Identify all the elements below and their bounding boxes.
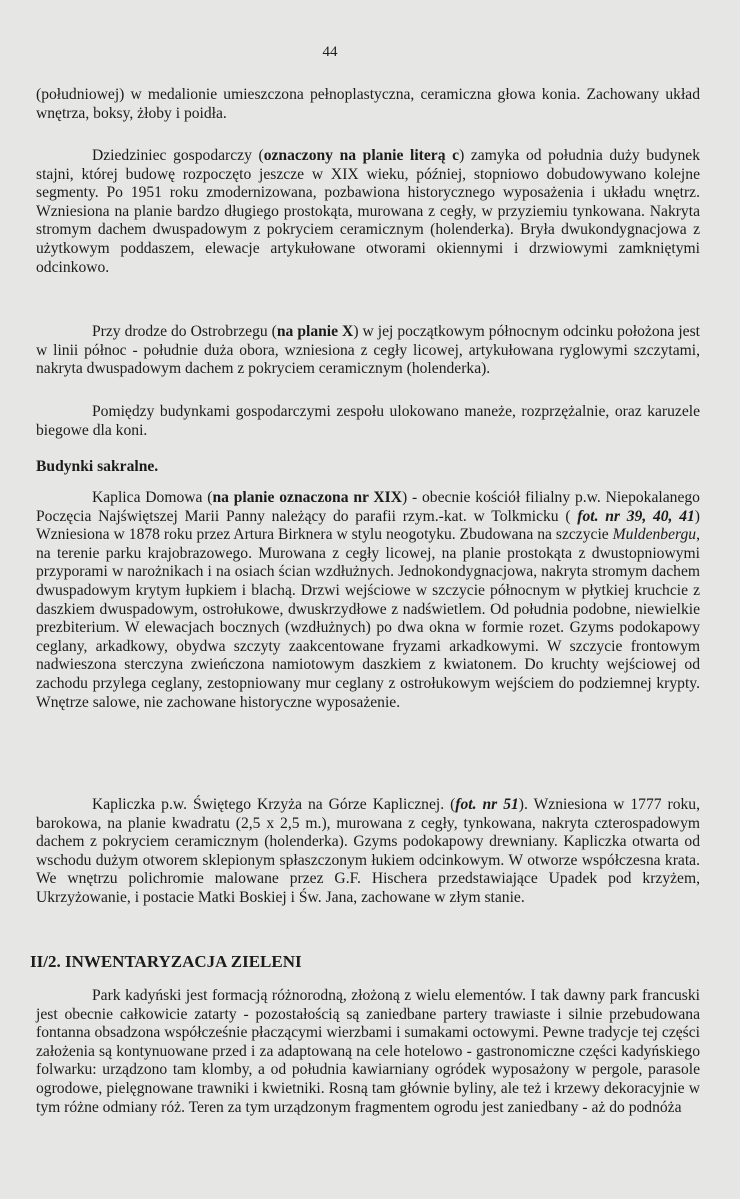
heading-sacral-buildings — [36, 458, 700, 477]
text-run: Pomiędzy budynkami gospodarczymi zespołu ulokowano maneże, rozprzężalnie, oraz karuzele biegowe dla koni. — [36, 403, 700, 439]
text-run: Kapliczka p.w. Świętego Krzyża na Górze Kaplicznej. ( — [92, 796, 456, 813]
emphasis-text: na planie X — [276, 323, 354, 340]
text-run: ). Wzniesiona w 1777 roku, barokowa, na planie kwadratu (2,5 x 2,5 m.), murowana z cegły, tynkowana, nakryta czterospadowym dachem z pokryciem ceramicznym (holenderka). Gzyms podokapowy drewniany. Kapliczka otwarta od wschodu dużym otworem sklepionym spłaszczonym łukiem odcinkowym. W otworze współczesna krata. We wnętrzu polichromie malowane przez G.F. Hischera przedstawiające Upadek pod krzyżem, Ukrzyżowanie, i postacie Matki Boskiej i Św. Jana, zachowane w złym stanie. — [36, 796, 701, 906]
emphasis-text: fot. nr 39, 40, 41 — [577, 507, 695, 525]
text-run: ) - obecnie kościół filialny p.w. Niepokalanego Poczęcia Najświętszej Marii Panny należący do parafii rzym.-kat. w Tolkmicku ( — [36, 489, 700, 525]
paragraph-chapel — [36, 489, 700, 712]
paragraph-park — [36, 987, 700, 1117]
text-run: (południowej) w medalionie umieszczona pełnoplastyczna, ceramiczna głowa konia. Zachowany układ wnętrza, boksy, żłoby i poidła. — [36, 86, 700, 122]
text-run: II/2. INWENTARYZACJA ZIELENI — [30, 952, 302, 971]
paragraph-courtyard — [36, 147, 700, 277]
paragraph-wayside-chapel — [36, 796, 700, 908]
paragraph-stable-end — [36, 86, 700, 123]
emphasis-text: Muldenbergu — [612, 526, 697, 544]
text-run: Dziedziniec gospodarczy ( — [92, 147, 264, 164]
paragraph-cowshed — [36, 323, 700, 379]
text-run: Kaplica Domowa ( — [92, 489, 213, 506]
text-run: ) Wzniesiona w 1878 roku przez Artura Birknera w stylu neogotyku. Zbudowana na szczycie — [36, 507, 700, 544]
heading-greenery-inventory — [30, 953, 694, 972]
text-run: Park kadyński jest formacją różnorodną, złożoną z wielu elementów. I tak dawny park francuski jest obecnie całkowicie zatarty - pozostałością są zaniedbane partery trawiaste i silnie przebudowana fontanna obsadzona współcześnie płaczącymi wierzbami i sumakami octowymi. Pewne tradycje tej części założenia są kontynuowane przed i za adaptowaną na cele hotelowo - gastronomiczne części kadyńskiego folwarku: urządzono tam klomby, a od południa kawiarniany ogródek wyposażony w pergole, parasole ogrodowe, pielęgnowane trawniki i kwietniki. Rosną tam głównie byliny, ale też i krzewy dekoracyjnie w tym różne odmiany róż. Teren za tym urządzonym fragmentem ogrodu jest zaniedbany - aż do podnóża — [36, 987, 700, 1116]
text-run: , na terenie parku krajobrazowego. Murowana z cegły licowej, na planie prostokąta z dwustopniowymi przyporami w narożnikach i na osiach ścian wzdłużnych. Jednokondygnacjowa, nakryta stromym dachem dwuspadowym krytym łupkiem i blachą. Drzwi wejściowe w szczycie północnym w płytkiej kruchcie z daszkiem dwuspadowym, ostrołukowe, dwuskrzydłowe z nadświetlem. Od południa podobne, niewielkie prezbiterium. W elewacjach bocznych (wzdłużnych) po dwa okna w formie rozet. Gzyms podokapowy ceglany, arkadkowy, obydwa szczyty zaakcentowane fryzami arkadkowymi. W szczycie frontowym nadwieszona sterczyna zwieńczona namiotowym daszkiem z kwiatonem. Do kruchty wejściowej od zachodu przylega ceglany, zestopniowany mur ceglany z ostrołukowym wejściem do podziemnej krypty. Wnętrze salowe, nie zachowane historyczne wyposażenie. — [36, 526, 700, 711]
text-run: Budynki sakralne. — [36, 458, 159, 475]
page-number: 44 — [322, 44, 338, 60]
paragraph-manege — [36, 403, 700, 440]
text-run: ) zamyka od południa duży budynek stajni, której budowę rozpoczęto jeszcze w XIX wieku, później, stopniowo dobudowywano kolejne segmenty. Po 1951 roku zmodernizowana, pozbawiona historycznego wyposażenia i układu wnętrz. Wzniesiona na planie bardzo długiego prostokąta, murowana z cegły, w przyziemiu tynkowana. Nakryta stromym dachem dwuspadowym z pokryciem ceramicznym (holenderka). Bryła dwukondygnacjowa z użytkowym poddaszem, elewacje artykułowane otworami okiennymi i drzwiowymi zamkniętymi odcinkowo. — [36, 147, 700, 276]
text-run: ) w jej początkowym północnym odcinku położona jest w linii północ - południe duża obora, wzniesiona z cegły licowej, artykułowana ryglowymi szczytami, nakryta dwuspadowym dachem z pokryciem ceramicznym (holenderka). — [36, 323, 700, 378]
emphasis-text: fot. nr 51 — [455, 796, 519, 813]
text-run: Przy drodze do Ostrobrzegu ( — [92, 323, 277, 340]
emphasis-text: na planie oznaczona nr XIX — [212, 489, 403, 506]
emphasis-text: oznaczony na planie literą c — [263, 147, 460, 164]
